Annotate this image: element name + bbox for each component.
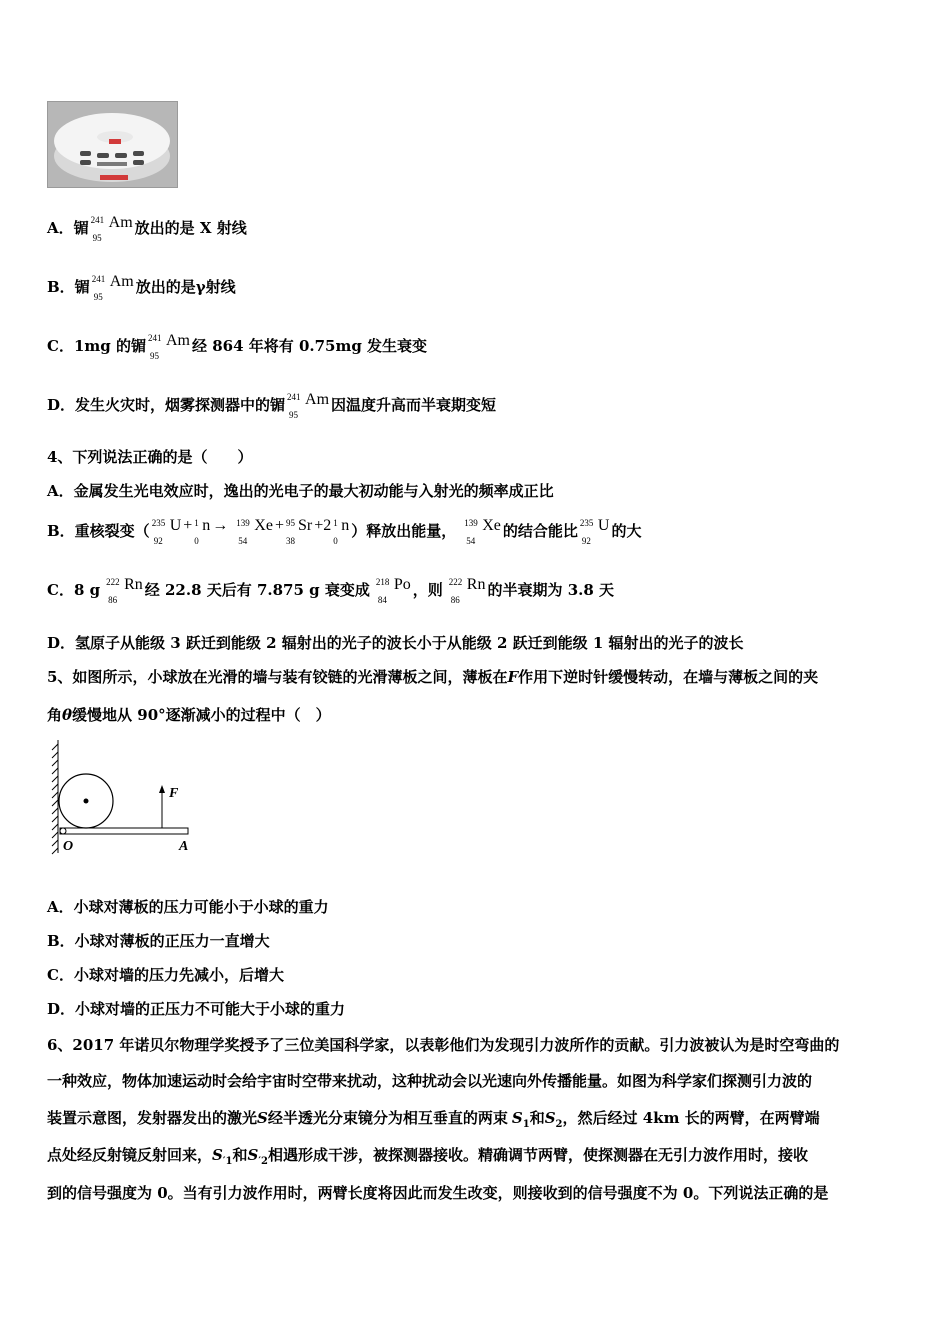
label-o: O bbox=[63, 839, 74, 854]
nuclide-rn-222: 222 86 Rn bbox=[448, 576, 486, 605]
question-6-line-4: 点处经反射镜反射回来，$S_{'1}$和$S_{'2}$相遇形成干涉，被探测器接收。精确调节两臂，使探测器在无引力波作用时，接收 bbox=[47, 1146, 808, 1167]
label-f: F bbox=[169, 786, 179, 801]
option-suffix: 放出的是 X 射线 bbox=[134, 219, 247, 237]
nuclide-am-241: 241 95 Am bbox=[287, 391, 330, 420]
question-3-option-c bbox=[47, 332, 428, 361]
question-6-line-3: 装置示意图，发射器发出的激光S经半透光分束镜分为相互垂直的两束 $S_1$和$S_2$，然后经过 4km 长的两臂，在两臂端 bbox=[47, 1109, 820, 1130]
nuclide-xe-139: 139 54 Xe bbox=[464, 517, 501, 546]
option-prefix: D．发生火灾时，烟雾探测器中的镅 bbox=[47, 396, 286, 414]
option-suffix: 放出的是γ射线 bbox=[135, 278, 236, 296]
option-prefix: A．镅 bbox=[47, 219, 89, 237]
question-4-option-d: D．氢原子从能级 3 跃迁到能级 2 辐射出的光子的波长小于从能级 2 跃迁到能级 1 辐射出的光子的波长 bbox=[47, 634, 744, 652]
option-suffix: 经 864 年将有 0.75mg 发生衰变 bbox=[191, 337, 428, 355]
ball-center bbox=[84, 799, 89, 804]
question-3-option-b bbox=[47, 273, 236, 302]
nuclide-am-241: 241 95 Am bbox=[91, 273, 134, 302]
question-5-stem-line-2: 角θ缓慢地从 90°逐渐减小的过程中（ ） bbox=[47, 706, 331, 724]
nuclide-am-241: 241 95 Am bbox=[90, 214, 133, 243]
question-5-option-b: B．小球对薄板的正压力一直增大 bbox=[47, 932, 270, 950]
ball-wall-board-figure bbox=[44, 738, 204, 858]
nuclide-u-235: 235 92 U bbox=[151, 517, 182, 546]
question-3-option-a bbox=[47, 214, 247, 243]
hinge bbox=[60, 828, 66, 834]
question-5-option-c: C．小球对墙的压力先减小，后增大 bbox=[47, 966, 284, 984]
question-4-option-b: B．重核裂变（ 235 92 U + 1 0 n → 139 54 Xe + 95 38 Sr +2 1 0 n ）释放出能量， 139 54 Xe 的结合能比 235 92 U 的大 bbox=[47, 517, 642, 546]
wall-hatching bbox=[52, 740, 58, 854]
smoke-detector-photo bbox=[47, 101, 178, 188]
reaction-arrow: → bbox=[212, 517, 229, 534]
option-suffix: 因温度升高而半衰期变短 bbox=[331, 396, 497, 414]
nuclide-xe-139: 139 54 Xe bbox=[236, 517, 273, 546]
question-5-option-d: D．小球对墙的正压力不可能大于小球的重力 bbox=[47, 1000, 346, 1018]
question-6-line-2: 一种效应，物体加速运动时会给宇宙时空带来扰动，这种扰动会以光速向外传播能量。如图为科学家们探测引力波的 bbox=[47, 1072, 813, 1090]
option-prefix: C．1mg 的镅 bbox=[47, 337, 146, 355]
question-4-option-c: C．8 g 222 86 Rn 经 22.8 天后有 7.875 g 衰变成 218 84 Po ，则 222 86 Rn 的半衰期为 3.8 天 bbox=[47, 576, 615, 605]
question-5-option-a: A．小球对薄板的压力可能小于小球的重力 bbox=[47, 898, 329, 916]
nuclide-neutron: 1 0 n bbox=[333, 517, 350, 546]
question-6-line-5: 到的信号强度为 0。当有引力波作用时，两臂长度将因此而发生改变，则接收到的信号强度不为 0。下列说法正确的是 bbox=[47, 1184, 829, 1202]
question-6-line-1: 6、2017 年诺贝尔物理学奖授予了三位美国科学家，以表彰他们为发现引力波所作的贡献。引力波被认为是时空弯曲的 bbox=[47, 1036, 840, 1054]
label-a: A bbox=[179, 839, 189, 854]
option-prefix: B．镅 bbox=[47, 278, 90, 296]
question-3-option-d bbox=[47, 391, 497, 420]
thin-board bbox=[60, 828, 188, 834]
nuclide-neutron: 1 0 n bbox=[194, 517, 211, 546]
question-4-option-a: A．金属发生光电效应时，逸出的光电子的最大初动能与入射光的频率成正比 bbox=[47, 482, 554, 500]
nuclide-u-235: 235 92 U bbox=[579, 517, 610, 546]
nuclide-am-241: 241 95 Am bbox=[147, 332, 190, 361]
nuclide-rn-222: 222 86 Rn bbox=[106, 576, 143, 605]
nuclide-sr-95: 95 38 Sr bbox=[285, 517, 313, 546]
question-5-stem-line-1: 5、如图所示，小球放在光滑的墙与装有铰链的光滑薄板之间，薄板在F作用下逆时针缓慢转动，在墙与薄板之间的夹 bbox=[47, 668, 819, 686]
question-4-stem: 4、下列说法正确的是（ ） bbox=[47, 448, 253, 466]
nuclide-po-218: 218 84 Po bbox=[375, 576, 411, 605]
